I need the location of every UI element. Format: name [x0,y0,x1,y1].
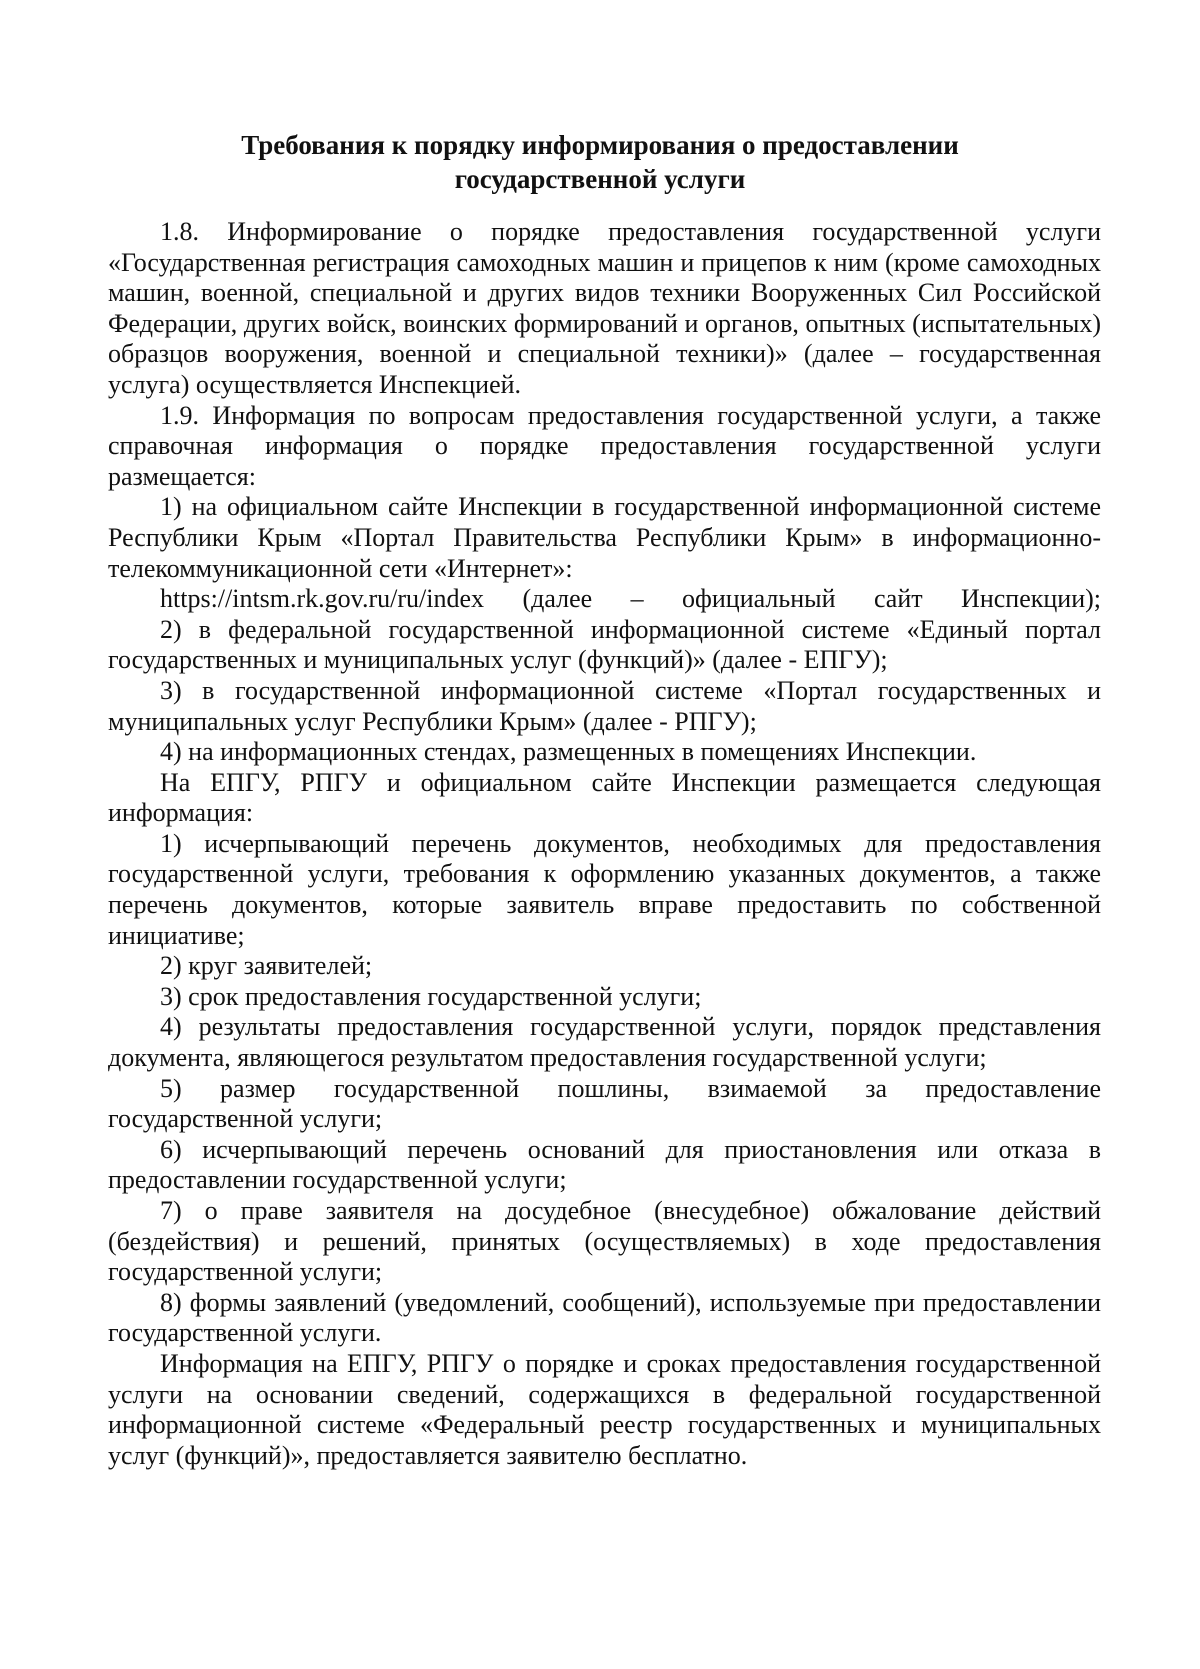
list-item-official-site-text: 1) на официальном сайте Инспекции в государственной информационной системе Республики Крым «Портал Правительства Республики Крым» в информационно-телекоммуникационной сети «Интернет»: [108,492,1101,583]
paragraph-free-info: Информация на ЕПГУ, РПГУ о порядке и сроках предоставления государственной услуги на основании сведений, содержащихся в федеральной государственной информационной системе «Федеральный реестр государственных и муниципальных услуг (функций)», предоставляется заявителю бесплатно. [108,1348,1101,1470]
info-item-refusal-grounds: 6) исчерпывающий перечень оснований для приостановления или отказа в предоставлении государственной услуги; [108,1134,1101,1195]
info-item-appeal-right: 7) о праве заявителя на досудебное (внесудебное) обжалование действий (бездействия) и решений, принятых (осуществляемых) в ходе предоставления государственной услуги; [108,1196,1101,1287]
info-item-forms: 8) формы заявлений (уведомлений, сообщений), используемые при предоставлении государственной услуги. [108,1287,1101,1348]
document-heading [100,128,1100,196]
paragraph-1-9: 1.9. Информация по вопросам предоставления государственной услуги, а также справочная информация о порядке предоставления государственной услуги размещается: [108,400,1101,491]
official-site-url: https://intsm.rk.gov.ru/ru/index (далее – официальный сайт Инспекции); [160,584,1101,614]
list-item-official-site [108,492,1101,584]
list-item-epgu: 2) в федеральной государственной информационной системе «Единый портал государственных и муниципальных услуг (функций)» (далее - ЕПГУ); [108,614,1101,675]
info-item-term: 3) срок предоставления государственной услуги; [160,981,702,1011]
official-site-url-row [108,584,1101,615]
heading-line-2: государственной услуги [454,164,746,194]
info-item-applicants: 2) круг заявителей; [160,951,373,981]
heading-line-1: Требования к порядку информирования о предоставлении [241,130,959,160]
info-item-results: 4) результаты предоставления государственной услуги, порядок представления документа, являющегося результатом предоставления государственной услуги; [108,1012,1101,1073]
list-item-stands: 4) на информационных стендах, размещенных в помещениях Инспекции. [160,737,977,767]
document-body [108,217,1101,1471]
paragraph-1-8: 1.8. Информирование о порядке предоставления государственной услуги «Государственная регистрация самоходных машин и прицепов к ним (кроме самоходных машин, военной, специальной и других видов техники Вооруженных Сил Российской Федерации, других войск, воинских формирований и органов, опытных (испытательных) образцов вооружения, военной и специальной техники)» (далее – государственная услуга) осуществляется Инспекцией. [108,217,1101,399]
list-item-rpgu: 3) в государственной информационной системе «Портал государственных и муниципальных услуг Республики Крым» (далее - РПГУ); [108,675,1101,736]
info-item-fee: 5) размер государственной пошлины, взимаемой за предоставление государственной услуги; [108,1073,1101,1134]
paragraph-published-info: На ЕПГУ, РПГУ и официальном сайте Инспекции размещается следующая информация: [108,767,1101,828]
info-item-documents: 1) исчерпывающий перечень документов, необходимых для предоставления государственной услуги, требования к оформлению указанных документов, а также перечень документов, которые заявитель вправе предоставить по собственной инициативе; [108,828,1101,950]
